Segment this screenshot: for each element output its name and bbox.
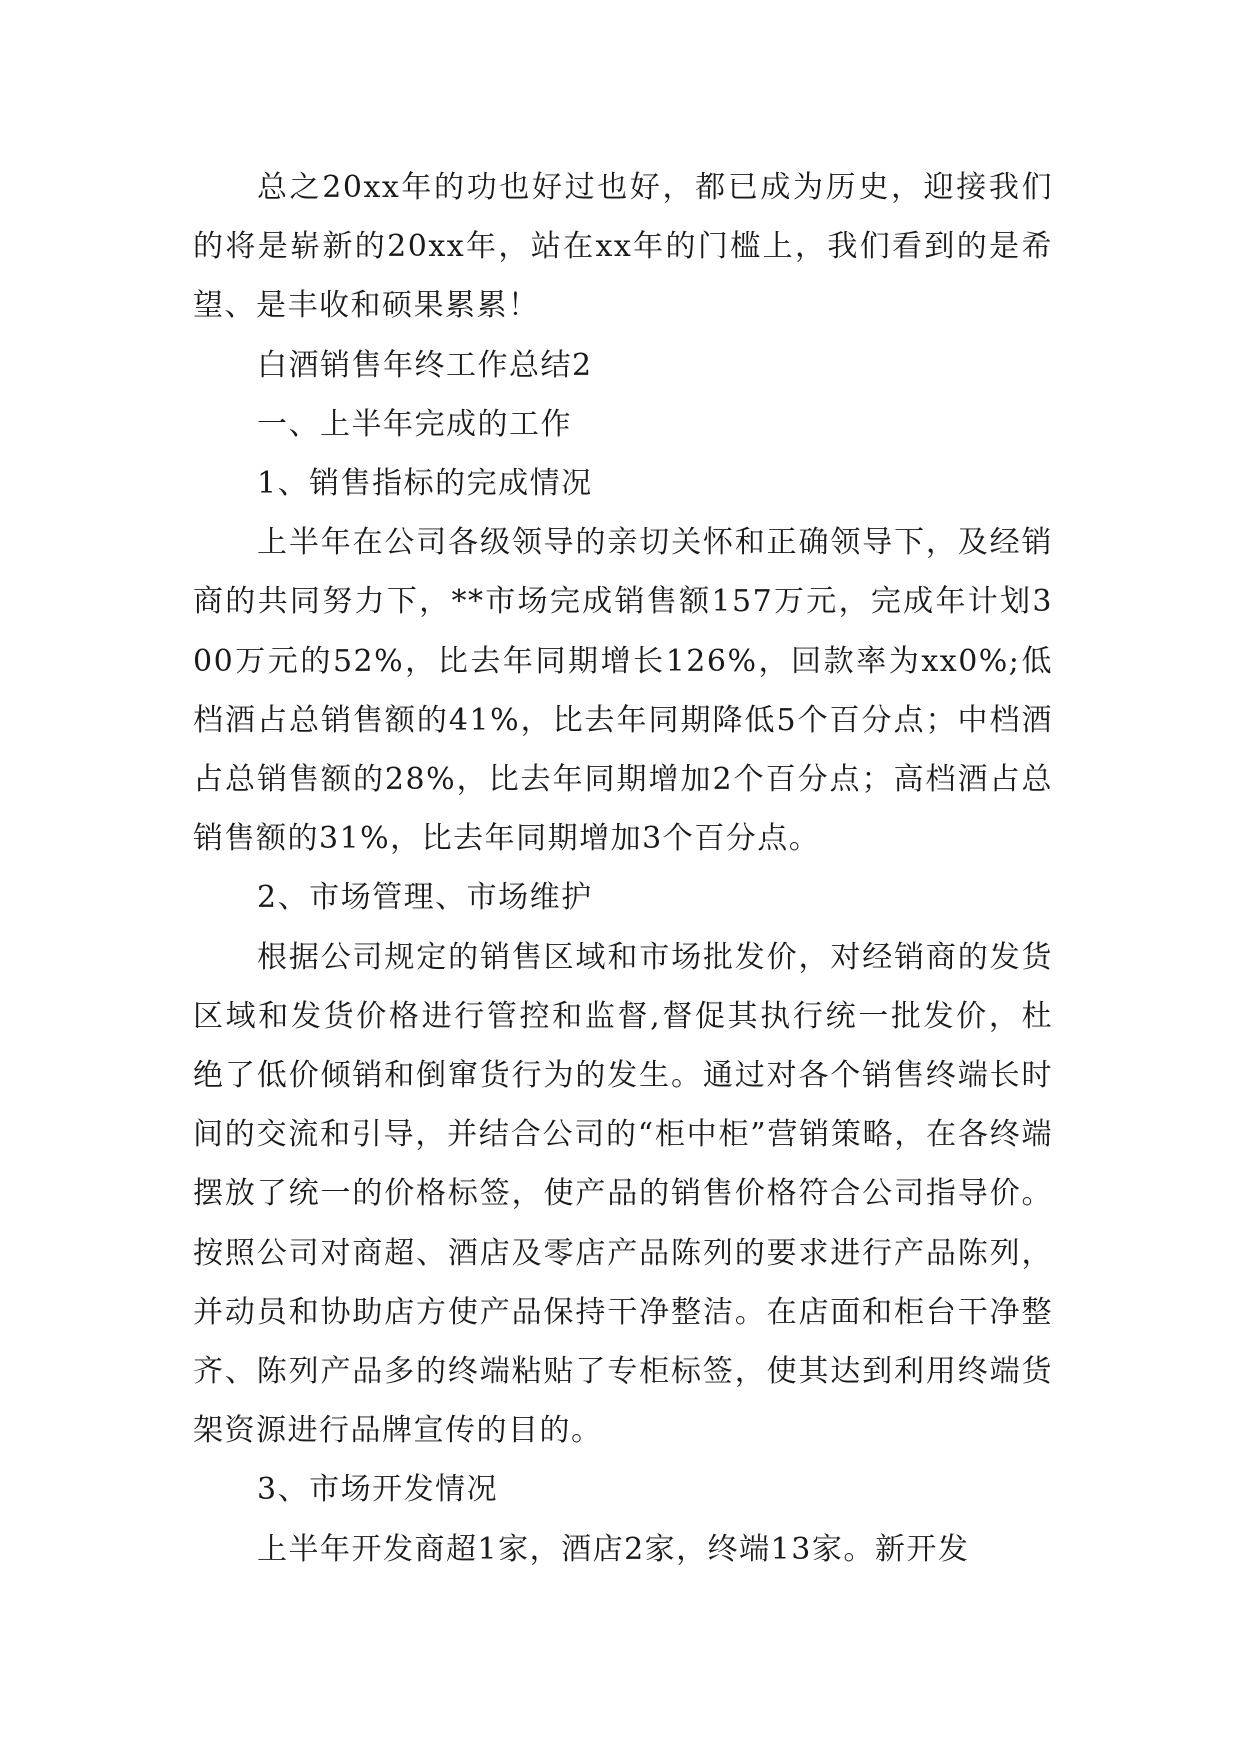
closing-paragraph: 总之20xx年的功也好过也好，都已成为历史，迎接我们的将是崭新的20xx年，站在xx年的门槛上，我们看到的是希望、是丰收和硕果累累！: [193, 170, 1053, 324]
sales-targets-paragraph: 上半年在公司各级领导的亲切关怀和正确领导下，及经销商的共同努力下，**市场完成销售额157万元，完成年计划300万元的52%，比去年同期增长126%，回款率为xx0%;低档酒占总销售额的41%，比去年同期降低5个百分点；中档酒占总销售额的28%，比去年同期增加2个百分点；高档酒占总销售额的31%，比去年同期增加3个百分点。: [193, 525, 1053, 857]
subsection-heading-market-management: 2、市场管理、市场维护: [257, 880, 593, 916]
subsection-heading-sales-targets: 1、销售指标的完成情况: [257, 466, 593, 502]
subsection-heading-market-development: 3、市场开发情况: [257, 1472, 499, 1508]
market-development-paragraph: 上半年开发商超1家，酒店2家，终端13家。新开发: [257, 1531, 970, 1567]
document-body: [193, 158, 1053, 1579]
section-heading: 一、上半年完成的工作: [257, 406, 572, 442]
document-title: 白酒销售年终工作总结2: [257, 347, 593, 383]
market-management-paragraph: 根据公司规定的销售区域和市场批发价，对经销商的发货区域和发货价格进行管控和监督,督促其执行统一批发价，杜绝了低价倾销和倒窜货行为的发生。通过对各个销售终端长时间的交流和引导，并结合公司的“柜中柜”营销策略，在各终端摆放了统一的价格标签，使产品的销售价格符合公司指导价。按照公司对商超、酒店及零店产品陈列的要求进行产品陈列，并动员和协助店方使产品保持干净整洁。在店面和柜台干净整齐、陈列产品多的终端粘贴了专柜标签，使其达到利用终端货架资源进行品牌宣传的目的。: [193, 939, 1053, 1449]
